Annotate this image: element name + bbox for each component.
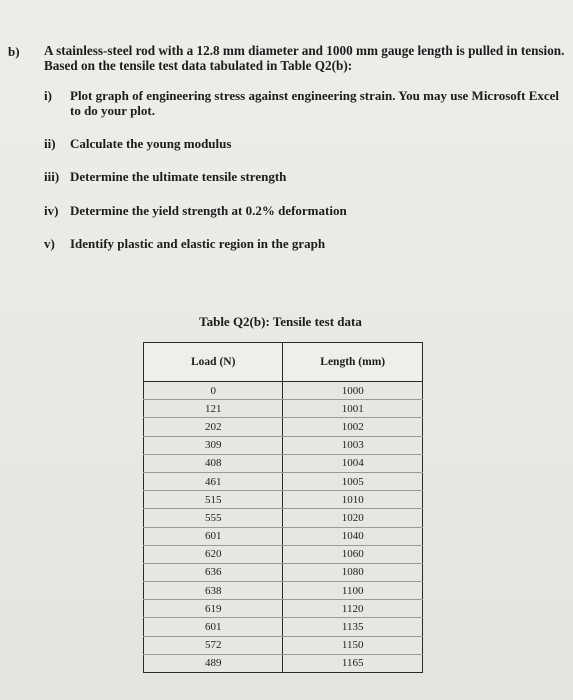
header-length: Length (mm) <box>283 343 423 382</box>
length-cell: 1150 <box>283 636 423 654</box>
load-cell: 515 <box>144 491 283 509</box>
length-cell: 1135 <box>283 618 423 636</box>
task-number: iv) <box>44 203 59 218</box>
load-cell: 601 <box>144 618 283 636</box>
table-row <box>144 418 423 436</box>
intro-end: : <box>347 58 353 73</box>
table-reference: Table Q2(b) <box>280 58 348 73</box>
load-cell: 0 <box>144 382 283 400</box>
table-row <box>144 600 423 618</box>
table-header-row <box>144 343 423 382</box>
table-row <box>144 618 423 636</box>
load-cell: 489 <box>144 654 283 672</box>
task-text: Identify plastic and elastic region in the graph <box>70 236 326 251</box>
table-row <box>144 654 423 672</box>
load-cell: 619 <box>144 600 283 618</box>
length-cell: 1005 <box>283 472 423 490</box>
table-row <box>144 491 423 509</box>
task-text: Determine the yield strength at 0.2% deformation <box>70 203 347 218</box>
load-cell: 408 <box>144 454 283 472</box>
length-cell: 1010 <box>283 491 423 509</box>
task-number: iii) <box>44 169 60 184</box>
length-cell: 1003 <box>283 436 423 454</box>
table-caption <box>0 314 573 330</box>
table-row <box>144 509 423 527</box>
load-cell: 461 <box>144 472 283 490</box>
intro-text: A stainless-steel rod with a 12.8 mm diameter and 1000 mm gauge length is pulled in tension. Based on the tensile test data tabulated in <box>44 43 565 73</box>
task-number: ii) <box>44 136 56 151</box>
table-caption-text: Table Q2(b): Tensile test data <box>199 314 362 329</box>
length-cell: 1060 <box>283 545 423 563</box>
table-row <box>144 527 423 545</box>
table-row <box>144 436 423 454</box>
load-cell: 620 <box>144 545 283 563</box>
question-intro <box>44 43 569 73</box>
task-number: i) <box>44 88 52 103</box>
load-cell: 555 <box>144 509 283 527</box>
length-cell: 1120 <box>283 600 423 618</box>
table-row <box>144 545 423 563</box>
table-body <box>144 382 423 673</box>
table-row <box>144 563 423 581</box>
table-row <box>144 382 423 400</box>
length-cell: 1165 <box>283 654 423 672</box>
load-cell: 601 <box>144 527 283 545</box>
table-row <box>144 472 423 490</box>
load-cell: 121 <box>144 400 283 418</box>
length-cell: 1001 <box>283 400 423 418</box>
length-cell: 1100 <box>283 582 423 600</box>
task-text: Plot graph of engineering stress against engineering strain. You may use Microsoft Excel to do your plot. <box>70 88 560 118</box>
tensile-data-table <box>143 342 423 673</box>
header-load: Load (N) <box>144 343 283 382</box>
length-cell: 1002 <box>283 418 423 436</box>
task-text: Determine the ultimate tensile strength <box>70 169 287 184</box>
length-cell: 1020 <box>283 509 423 527</box>
table-row <box>144 636 423 654</box>
length-cell: 1040 <box>283 527 423 545</box>
task-text: Calculate the young modulus <box>70 136 232 151</box>
length-cell: 1080 <box>283 563 423 581</box>
load-cell: 309 <box>144 436 283 454</box>
load-cell: 636 <box>144 563 283 581</box>
table-row <box>144 454 423 472</box>
load-cell: 202 <box>144 418 283 436</box>
load-cell: 572 <box>144 636 283 654</box>
task-number: v) <box>44 236 55 251</box>
table-row <box>144 582 423 600</box>
question-label: b) <box>8 44 20 59</box>
length-cell: 1000 <box>283 382 423 400</box>
load-cell: 638 <box>144 582 283 600</box>
length-cell: 1004 <box>283 454 423 472</box>
table-row <box>144 400 423 418</box>
